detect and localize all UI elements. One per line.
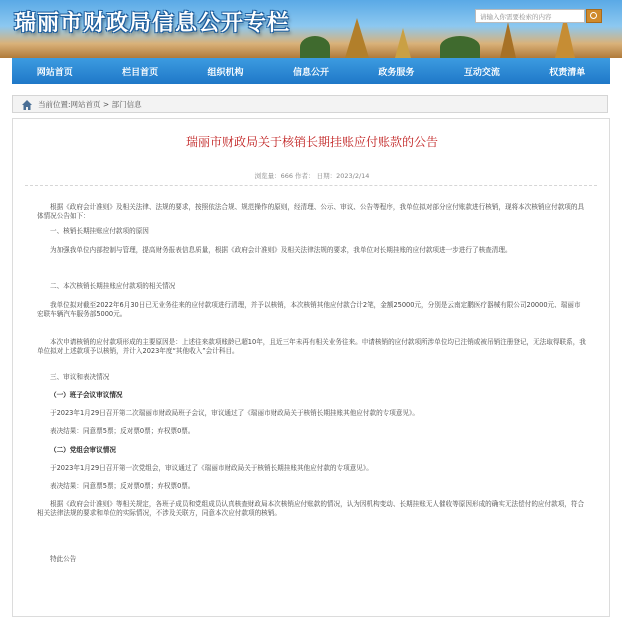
palm-tree-decoration xyxy=(440,36,480,58)
search-icon[interactable] xyxy=(586,9,602,23)
paragraph: 根据《政府会计准则》及相关法律、法规的要求，按照依法合规、规范操作的原则，经清理、公示、审议、公告等程序，我单位拟对部分应付账款进行核销，现将本次核销应付款项的具体情况公告如下： xyxy=(37,203,585,220)
section-heading: 二、本次核销长期挂账应付款项的相关情况 xyxy=(50,282,176,290)
subsection-heading: （一）班子会议审议情况 xyxy=(50,391,123,399)
paragraph: 于2023年1月29日召开第一次党组会，审议通过了《瑞丽市财政局关于核销长期挂账其他应付款的专项意见》。 xyxy=(50,464,373,472)
paragraph: 本次申请核销的应付款项形成的主要原因是：上述往来款项账龄已超10年，且近三年未再有相关业务往来。申请核销的应付款项所涉单位均已注销或被吊销注册登记，无法取得联系，我单位拟对上述款项予以核销，并计入2023年度“其他收入”会计科目。 xyxy=(37,338,586,355)
search-input[interactable]: 请输入你需要检索的内容 xyxy=(475,9,585,23)
paragraph: 为加强我单位内部控制与管理，提高财务报表信息质量，根据《政府会计准则》及相关法律法规的要求，我单位对长期挂账的应付款项进一步进行了核查清理。 xyxy=(50,246,512,254)
pagoda-decoration xyxy=(345,18,369,58)
divider xyxy=(25,185,597,186)
pagoda-decoration xyxy=(500,22,516,58)
site-title: 瑞丽市财政局信息公开专栏 xyxy=(14,11,291,36)
breadcrumb-text: 当前位置:网站首页 > 部门信息 xyxy=(38,100,142,109)
section-heading: 一、核销长期挂账应付款项的原因 xyxy=(50,227,149,235)
closing-line: 特此公告 xyxy=(50,555,77,563)
nav-item-power-list[interactable]: 权责清单 xyxy=(549,67,586,78)
subsection-heading: （二）党组会审议情况 xyxy=(50,446,116,454)
breadcrumb xyxy=(12,95,608,113)
main-nav xyxy=(12,58,610,84)
paragraph: 表决结果：同意票5票；反对票0票；弃权票0票。 xyxy=(50,427,195,435)
article-meta: 浏览量：666 作者： 日期：2023/2/14 xyxy=(254,172,370,180)
nav-item-organization[interactable]: 组织机构 xyxy=(207,67,244,78)
nav-item-info-disclosure[interactable]: 信息公开 xyxy=(292,67,329,78)
nav-item-home[interactable]: 网站首页 xyxy=(36,67,73,78)
paragraph: 于2023年1月29日召开第二次瑞丽市财政局班子会议，审议通过了《瑞丽市财政局关于核销长期挂账其他应付款的专项意见》。 xyxy=(50,409,419,417)
paragraph: 根据《政府会计准则》等相关规定，各班子成员和党组成员认真核查财政局本次核销应付账款的情况，认为因机构变动、长期挂账无人催收等原因形成的确实无法偿付的应付款项，符合相关法律法规的要求和单位的实际情况，不涉及关联方，同意本次应付款项的核销。 xyxy=(37,500,585,517)
section-heading: 三、审议和表决情况 xyxy=(50,373,110,381)
nav-item-column-home[interactable]: 栏目首页 xyxy=(122,67,159,78)
nav-item-interaction[interactable]: 互动交流 xyxy=(463,67,500,78)
paragraph: 表决结果：同意票5票；反对票0票；弃权票0票。 xyxy=(50,482,195,490)
palm-tree-decoration xyxy=(300,36,330,58)
home-icon xyxy=(21,99,33,111)
paragraph: 我单位拟对截至2022年6月30日已无业务往来的应付款项进行清理，并予以核销，本次核销其他应付款合计2笔，金额25000元，分别是云南定鹏医疗器械有限公司20000元、瑞丽市宏联车辆汽车服务部5000元。 xyxy=(37,301,581,318)
pagoda-decoration xyxy=(395,28,411,58)
nav-item-services[interactable]: 政务服务 xyxy=(378,67,415,78)
header-banner xyxy=(0,0,622,58)
article-title: 瑞丽市财政局关于核销长期挂账应付账款的公告 xyxy=(185,135,438,149)
article-panel xyxy=(12,118,610,617)
